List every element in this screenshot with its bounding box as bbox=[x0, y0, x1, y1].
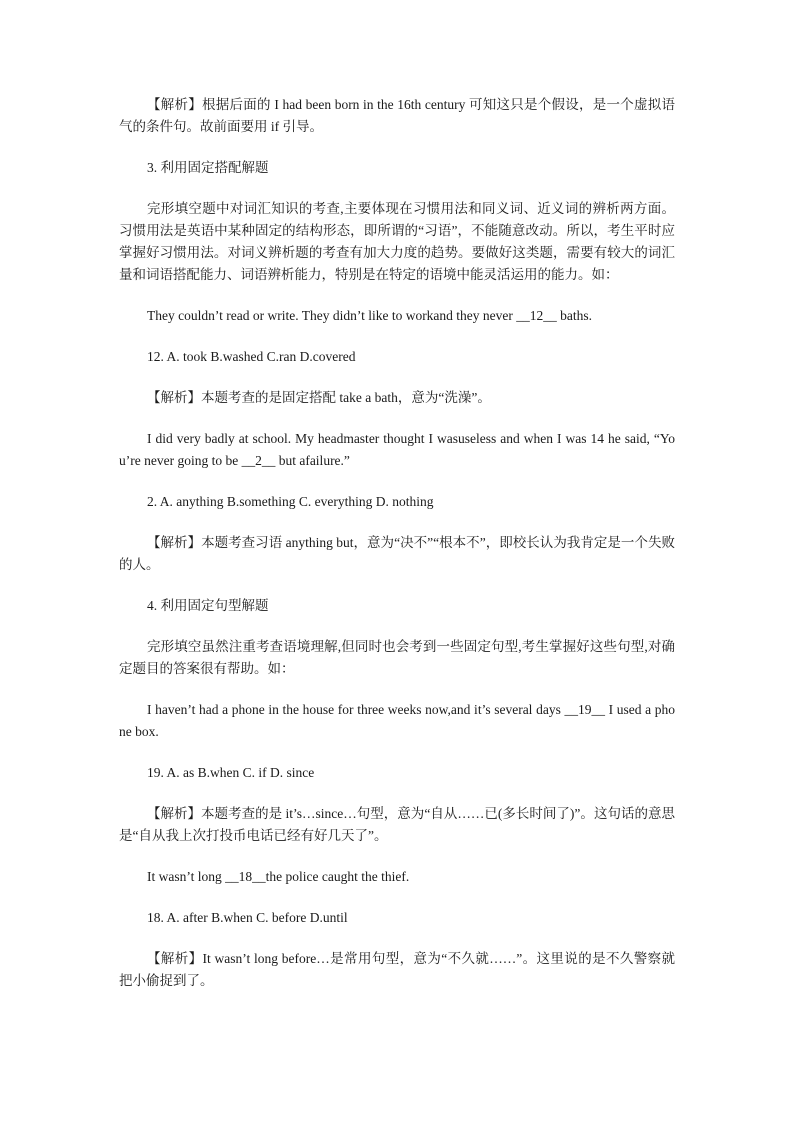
section-heading: 4. 利用固定句型解题 bbox=[147, 598, 269, 613]
question-options: 18. A. after B.when C. before D.until bbox=[147, 910, 348, 925]
question-options: 2. A. anything B.something C. everything D. nothing bbox=[147, 494, 434, 509]
example-sentence: They couldn’t read or write. They didn’t like to workand they never __12__ baths. bbox=[147, 308, 593, 323]
analysis-paragraph: 【解析】本题考查习语 anything but，意为“决不”“根本不”，即校长认为我肯定是一个失败的人。 bbox=[119, 535, 675, 572]
example-sentence: I haven’t had a phone in the house for three weeks now,and it’s several days __19__ I used a phone box. bbox=[119, 702, 675, 739]
example-sentence: I did very badly at school. My headmaster thought I wasuseless and when I was 14 he said, “You’re never going to be __2__ but afailure.” bbox=[119, 431, 675, 468]
analysis-paragraph: 【解析】本题考查的是 it’s…since…句型，意为“自从……已(多长时间了)”。这句话的意思是“自从我上次打投币电话已经有好几天了”。 bbox=[119, 806, 675, 843]
example-sentence: It wasn’t long __18__the police caught the thief. bbox=[147, 869, 410, 884]
question-options: 12. A. took B.washed C.ran D.covered bbox=[147, 349, 356, 364]
body-paragraph: 完形填空题中对词汇知识的考查,主要体现在习惯用法和同义词、近义词的辨析两方面。习惯用法是英语中某种固定的结构形态，即所谓的“习语”，不能随意改动。所以，考生平时应掌握好习惯用法。对词义辨析题的考查有加大力度的趋势。要做好这类题，需要有较大的词汇量和词语搭配能力、词语辨析能力，特别是在特定的语境中能灵活运用的能力。如： bbox=[119, 201, 675, 282]
document-page bbox=[119, 94, 675, 992]
question-options: 19. A. as B.when C. if D. since bbox=[147, 765, 315, 780]
body-paragraph: 完形填空虽然注重考查语境理解,但同时也会考到一些固定句型,考生掌握好这些句型,对确定题目的答案很有帮助。如： bbox=[119, 639, 675, 676]
analysis-paragraph: 【解析】根据后面的 I had been born in the 16th century 可知这只是个假设，是一个虚拟语气的条件句。故前面要用 if 引导。 bbox=[119, 97, 675, 134]
analysis-paragraph: 【解析】It wasn’t long before…是常用句型，意为“不久就……”。这里说的是不久警察就把小偷捉到了。 bbox=[119, 951, 675, 988]
section-heading: 3. 利用固定搭配解题 bbox=[147, 160, 269, 175]
analysis-paragraph: 【解析】本题考查的是固定搭配 take a bath，意为“洗澡”。 bbox=[147, 390, 491, 405]
